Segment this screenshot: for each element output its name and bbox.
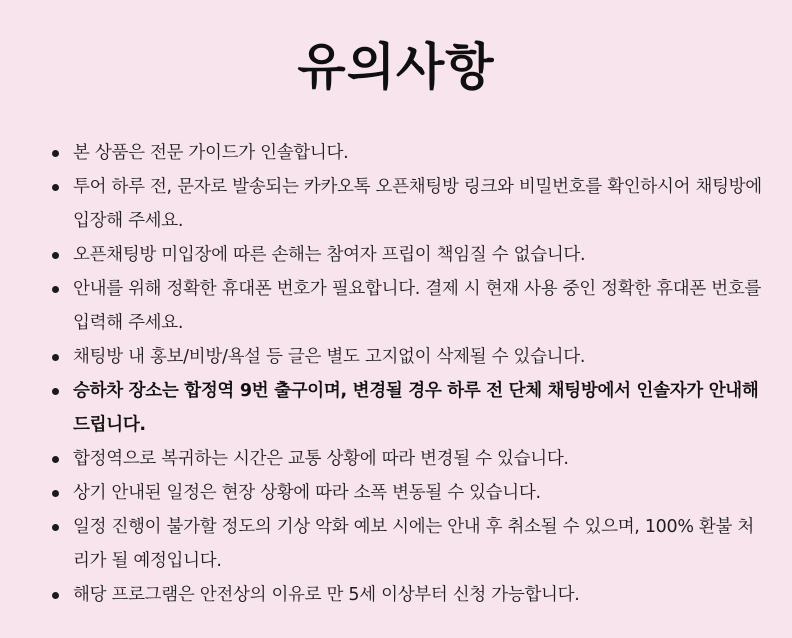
bullet-icon — [52, 150, 59, 157]
notice-item — [0, 170, 792, 238]
notice-text: 일정 진행이 불가할 정도의 기상 악화 예보 시에는 안내 후 취소될 수 있으며, 100% 환불 처리가 될 예정입니다. — [73, 517, 754, 571]
notice-item — [0, 238, 792, 272]
bullet-icon — [52, 388, 59, 395]
notice-item — [0, 578, 792, 612]
notice-text: 해당 프로그램은 안전상의 이유로 만 5세 이상부터 신청 가능합니다. — [73, 585, 580, 605]
bullet-icon — [52, 592, 59, 599]
notice-text: 본 상품은 전문 가이드가 인솔합니다. — [73, 143, 349, 163]
notice-item — [0, 272, 792, 340]
notice-text: 투어 하루 전, 문자로 발송되는 카카오톡 오픈채팅방 링크와 비밀번호를 확인하시어 채팅방에 입장해 주세요. — [73, 177, 762, 231]
notice-list — [0, 136, 792, 612]
notice-text: 안내를 위해 정확한 휴대폰 번호가 필요합니다. 결제 시 현재 사용 중인 정확한 휴대폰 번호를 입력해 주세요. — [73, 279, 762, 333]
notice-text: 채팅방 내 홍보/비방/욕설 등 글은 별도 고지없이 삭제될 수 있습니다. — [73, 347, 586, 367]
bullet-icon — [52, 490, 59, 497]
bullet-icon — [52, 524, 59, 531]
bullet-icon — [52, 286, 59, 293]
notice-item — [0, 136, 792, 170]
notice-text: 상기 안내된 일정은 현장 상황에 따라 소폭 변동될 수 있습니다. — [73, 483, 541, 503]
notice-item — [0, 340, 792, 374]
notice-text: 오픈채팅방 미입장에 따른 손해는 참여자 프립이 책임질 수 없습니다. — [73, 245, 586, 265]
notice-item — [0, 510, 792, 578]
bullet-icon — [52, 354, 59, 361]
notice-text: 승하차 장소는 합정역 9번 출구이며, 변경될 경우 하루 전 단체 채팅방에서 인솔자가 안내해 드립니다. — [73, 381, 759, 435]
notice-item — [0, 374, 792, 442]
notice-item — [0, 442, 792, 476]
bullet-icon — [52, 252, 59, 259]
bullet-icon — [52, 456, 59, 463]
page-title: 유의사항 — [297, 38, 495, 96]
notice-text: 합정역으로 복귀하는 시간은 교통 상황에 따라 변경될 수 있습니다. — [73, 449, 569, 469]
bullet-icon — [52, 184, 59, 191]
notice-item — [0, 476, 792, 510]
